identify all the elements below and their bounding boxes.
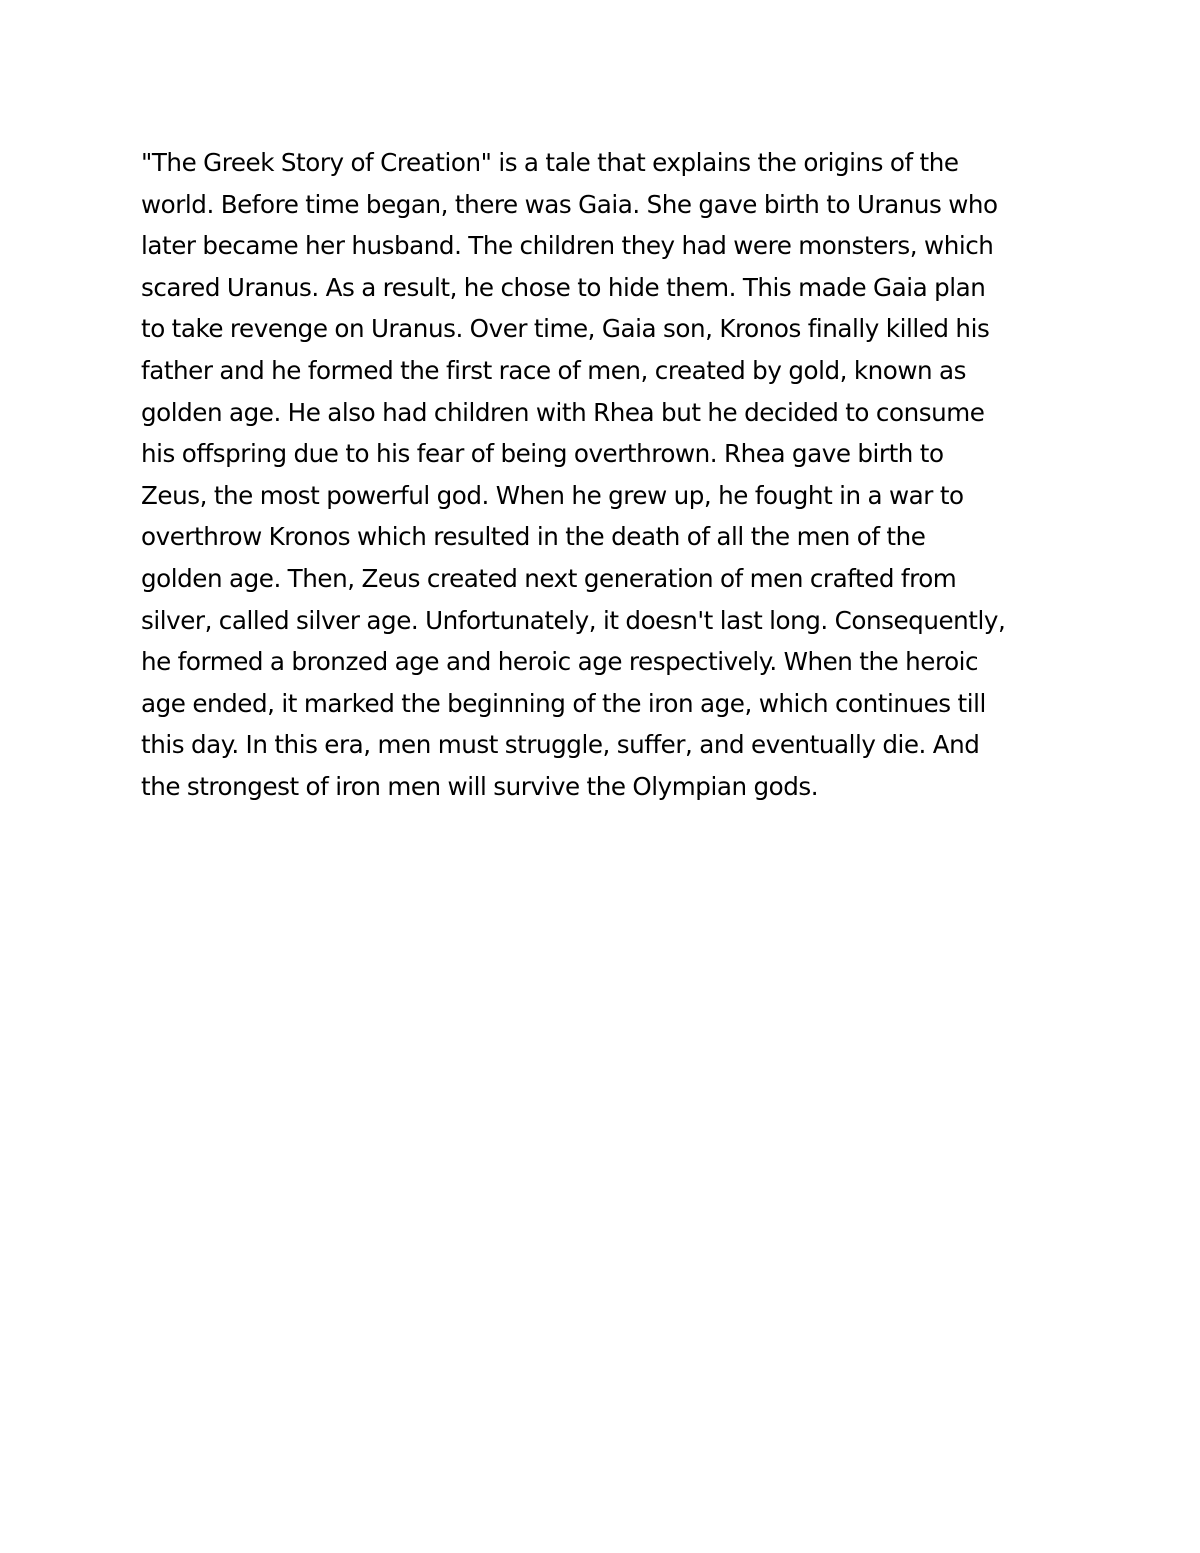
paragraph-line: to take revenge on Uranus. Over time, Gaia son, Kronos finally killed his [141,314,990,344]
paragraph-line: Zeus, the most powerful god. When he grew up, he fought in a war to [141,480,964,510]
paragraph-line: the strongest of iron men will survive the Olympian gods. [141,771,819,801]
paragraph-line: this day. In this era, men must struggle, suffer, and eventually die. And [141,730,980,760]
paragraph-line: silver, called silver age. Unfortunately, it doesn't last long. Consequently, [141,605,1006,635]
paragraph-line: overthrow Kronos which resulted in the death of all the men of the [141,522,926,552]
body-paragraph [141,142,1081,808]
paragraph-line: later became her husband. The children they had were monsters, which [141,231,994,261]
paragraph-line: age ended, it marked the beginning of the iron age, which continues till [141,688,986,718]
paragraph-line: world. Before time began, there was Gaia. She gave birth to Uranus who [141,189,998,219]
paragraph-line: he formed a bronzed age and heroic age respectively. When the heroic [141,647,979,677]
paragraph-line: father and he formed the first race of men, created by gold, known as [141,355,967,385]
paragraph-line: scared Uranus. As a result, he chose to hide them. This made Gaia plan [141,272,986,302]
paragraph-line: "The Greek Story of Creation" is a tale that explains the origins of the [141,148,959,177]
paragraph-line: his offspring due to his fear of being overthrown. Rhea gave birth to [141,439,944,469]
paragraph-line: golden age. Then, Zeus created next generation of men crafted from [141,563,957,593]
paragraph-line: golden age. He also had children with Rhea but he decided to consume [141,397,985,427]
